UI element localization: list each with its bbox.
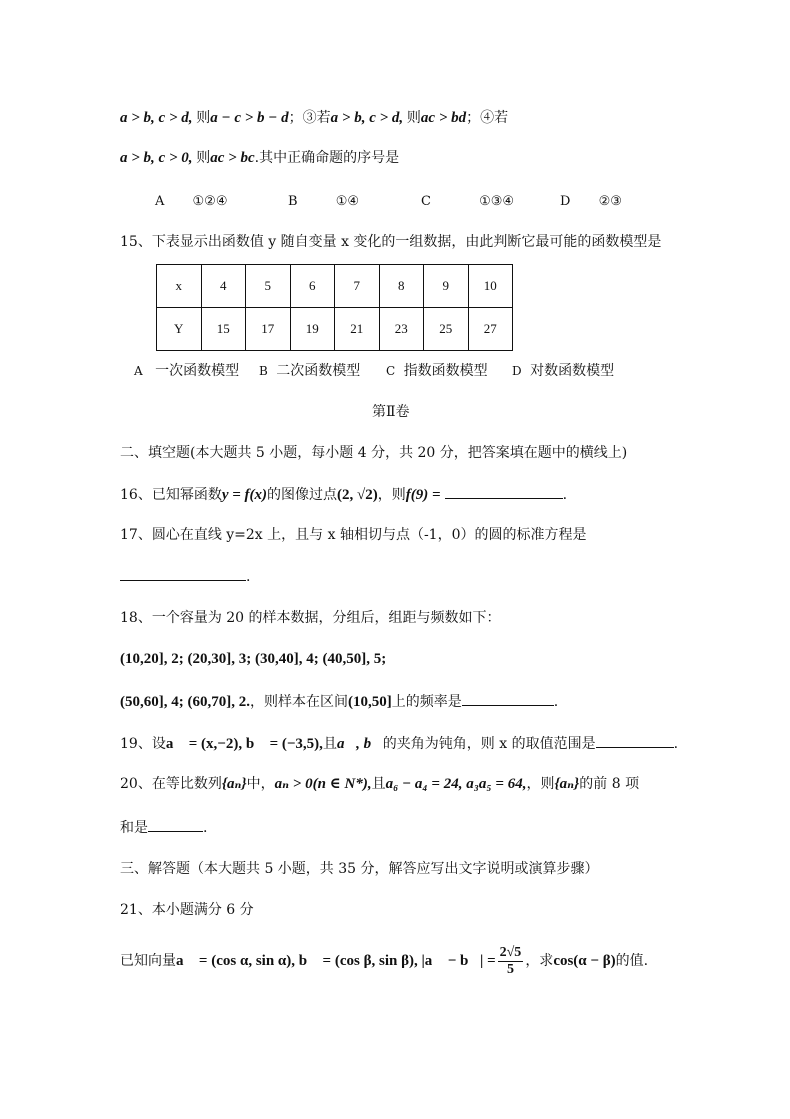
- q20-text-e: 且: [371, 776, 386, 792]
- table-cell: 23: [379, 308, 424, 351]
- q21-frac-num: 2√5: [499, 944, 522, 960]
- q20-text-a: 20、在等比数列: [120, 776, 222, 792]
- table-cell: 25: [424, 308, 469, 351]
- q14-option-b-letter: B: [288, 194, 298, 209]
- q14-option-a: [155, 194, 228, 209]
- q18-groups1: [120, 649, 386, 669]
- q18-stem: 18、一个容量为 20 的样本数据，分组后，组距与频数如下：: [120, 610, 501, 626]
- q14-option-d-text: ②③: [598, 194, 622, 209]
- q19-answer-blank[interactable]: [596, 733, 674, 748]
- q15-option-d-letter: D: [512, 364, 522, 378]
- q16-text-e: ，则: [377, 487, 406, 503]
- q15-stem: 15、下表显示出函数值 y 随自变量 x 变化的一组数据，由此判断它最可能的函数模型是: [120, 234, 662, 250]
- q21-expr: cos(α − β): [553, 953, 616, 969]
- volume-heading: 第Ⅱ卷: [372, 404, 410, 420]
- q15-option-b-letter: B: [259, 364, 268, 378]
- q17-end: .: [246, 569, 251, 585]
- q14-line1: [120, 108, 508, 128]
- q14-option-b: [288, 194, 359, 209]
- q21-text-c: ，求: [525, 953, 554, 969]
- q14-then2: 则: [406, 110, 421, 126]
- q21-frac-den: 5: [506, 961, 514, 977]
- q21-stem: [120, 944, 648, 978]
- q15-option-a-letter: A: [134, 364, 143, 378]
- table-cell: 5: [246, 265, 291, 308]
- q15-option-c-text: 指数函数模型: [403, 363, 488, 379]
- table-cell: 19: [290, 308, 335, 351]
- q15-option-b-text: 二次函数模型: [276, 363, 361, 379]
- q14-line2: [120, 148, 399, 168]
- q18-answer-blank[interactable]: [462, 691, 554, 706]
- q18-mid: ，则样本在区间: [249, 694, 348, 710]
- q14-option-a-letter: A: [155, 194, 165, 209]
- q14-option-c-text: ①③④: [479, 194, 515, 209]
- table-cell: 10: [468, 265, 513, 308]
- q16-answer-blank[interactable]: [445, 484, 563, 499]
- q16-end: .: [562, 487, 568, 503]
- q15-option-b: [259, 360, 360, 380]
- q19: [120, 733, 678, 754]
- table-cell: 6: [290, 265, 335, 308]
- q20-text-g: ，则: [526, 776, 555, 792]
- q14-cond1: a > b, c > d,: [120, 110, 197, 126]
- q14-sep2: ；④若: [466, 110, 509, 126]
- q15-table: [156, 264, 513, 351]
- q14-option-b-text: ①④: [335, 194, 360, 209]
- table-cell: Y: [157, 308, 202, 351]
- q19-end: .: [673, 736, 679, 752]
- q14-option-c: [421, 194, 514, 209]
- q16-text-a: 16、已知幂函数: [120, 487, 222, 503]
- q15-option-a: [134, 360, 239, 380]
- q19-pair: a⃗, b⃗: [336, 736, 383, 752]
- section3-heading: 三、解答题（本大题共 5 小题，共 35 分，解答应写出文字说明或演算步骤）: [120, 861, 599, 877]
- q14-concl3: ac > bc: [210, 150, 255, 166]
- table-row: [157, 308, 513, 351]
- q14-concl1: a − c > b − d: [210, 110, 289, 126]
- q14-sep1: ；③若: [288, 110, 331, 126]
- q20-text-i: 的前 8 项: [579, 776, 640, 792]
- q18-interval: (10,50]: [347, 694, 392, 710]
- q15-option-c-letter: C: [386, 364, 396, 378]
- q14-then3: 则: [196, 150, 211, 166]
- q18-groups-line1: (10,20], 2; (20,30], 3; (30,40], 4; (40,50], 5;: [120, 651, 387, 667]
- q20-text-c: 中，: [246, 776, 275, 792]
- q14-option-d-letter: D: [560, 194, 571, 209]
- q19-text-e: 的夹角为钝角，则 x 的取值范围是: [382, 736, 596, 752]
- table-cell: 7: [335, 265, 380, 308]
- table-cell: 9: [424, 265, 469, 308]
- q19-vectors: a⃗ = (x,−2), b⃗ = (−3,5),: [165, 736, 323, 752]
- q21-fraction: [498, 945, 524, 978]
- section2-heading: 二、填空题(本大题共 5 小题，每小题 4 分，共 20 分，把答案填在题中的横线上): [120, 445, 628, 461]
- q19-text-c: 且: [322, 736, 337, 752]
- q20-sum-label: 和是: [120, 820, 148, 836]
- q15-option-d: [512, 360, 614, 380]
- q17-answer: [120, 566, 250, 587]
- q14-cond3: a > b, c > 0,: [120, 150, 197, 166]
- q16-point: (2, √2): [337, 487, 378, 503]
- q18-end: .: [553, 694, 559, 710]
- q16-text-c: 的图像过点: [267, 487, 338, 503]
- q19-text-a: 19、设: [120, 736, 166, 752]
- table-cell: 4: [201, 265, 246, 308]
- table-cell: 8: [379, 265, 424, 308]
- q16-f9: f(9) =: [405, 487, 441, 503]
- table-cell: 15: [201, 308, 246, 351]
- q14-concl2: ac > bd: [420, 110, 467, 126]
- q14-cond2: a > b, c > d,: [330, 110, 407, 126]
- table-row: [157, 265, 513, 308]
- table-cell: 17: [246, 308, 291, 351]
- q21-title: 21、本小题满分 6 分: [120, 902, 254, 918]
- q15-option-d-text: 对数函数模型: [530, 363, 615, 379]
- table-cell: x: [157, 265, 202, 308]
- q16-func: y = f(x): [221, 487, 268, 503]
- q18-tail: 上的频率是: [391, 694, 462, 710]
- q15-option-c: [386, 360, 488, 380]
- q20-end: .: [203, 820, 208, 836]
- q18-groups-line2: (50,60], 4; (60,70], 2.: [120, 694, 250, 710]
- q17-stem: 17、圆心在直线 y=2x 上，且与 x 轴相切与点（-1，0）的圆的标准方程是: [120, 527, 587, 543]
- q14-then1: 则: [196, 110, 211, 126]
- q20-cond: aₙ > 0(n ∈ N*),: [274, 776, 372, 792]
- q14-option-c-letter: C: [421, 194, 431, 209]
- q20-line2: [120, 817, 207, 838]
- q20-eq: a₆ − a₄ = 24, a₃a₅ = 64,: [385, 776, 527, 792]
- q16: [120, 484, 567, 505]
- q15-option-a-text: 一次函数模型: [155, 363, 240, 379]
- q21-vectors: a⃗ = (cos α, sin α), b⃗ = (cos β, sin β), |a⃗ − b⃗| =: [176, 953, 496, 969]
- table-cell: 27: [468, 308, 513, 351]
- q20-answer-blank[interactable]: [148, 817, 203, 832]
- q20-seq: {aₙ}: [221, 776, 247, 792]
- q20-seq2: {aₙ}: [554, 776, 580, 792]
- q21-text-e: 的值.: [615, 953, 649, 969]
- table-cell: 21: [335, 308, 380, 351]
- q20: [120, 774, 639, 794]
- q14-question: .其中正确命题的序号是: [254, 150, 400, 166]
- q17-answer-blank[interactable]: [120, 566, 246, 581]
- q14-option-a-text: ①②④: [192, 194, 228, 209]
- q21-text-a: 已知向量: [120, 953, 176, 969]
- q14-option-d: [560, 194, 622, 209]
- q18-groups2: [120, 691, 558, 712]
